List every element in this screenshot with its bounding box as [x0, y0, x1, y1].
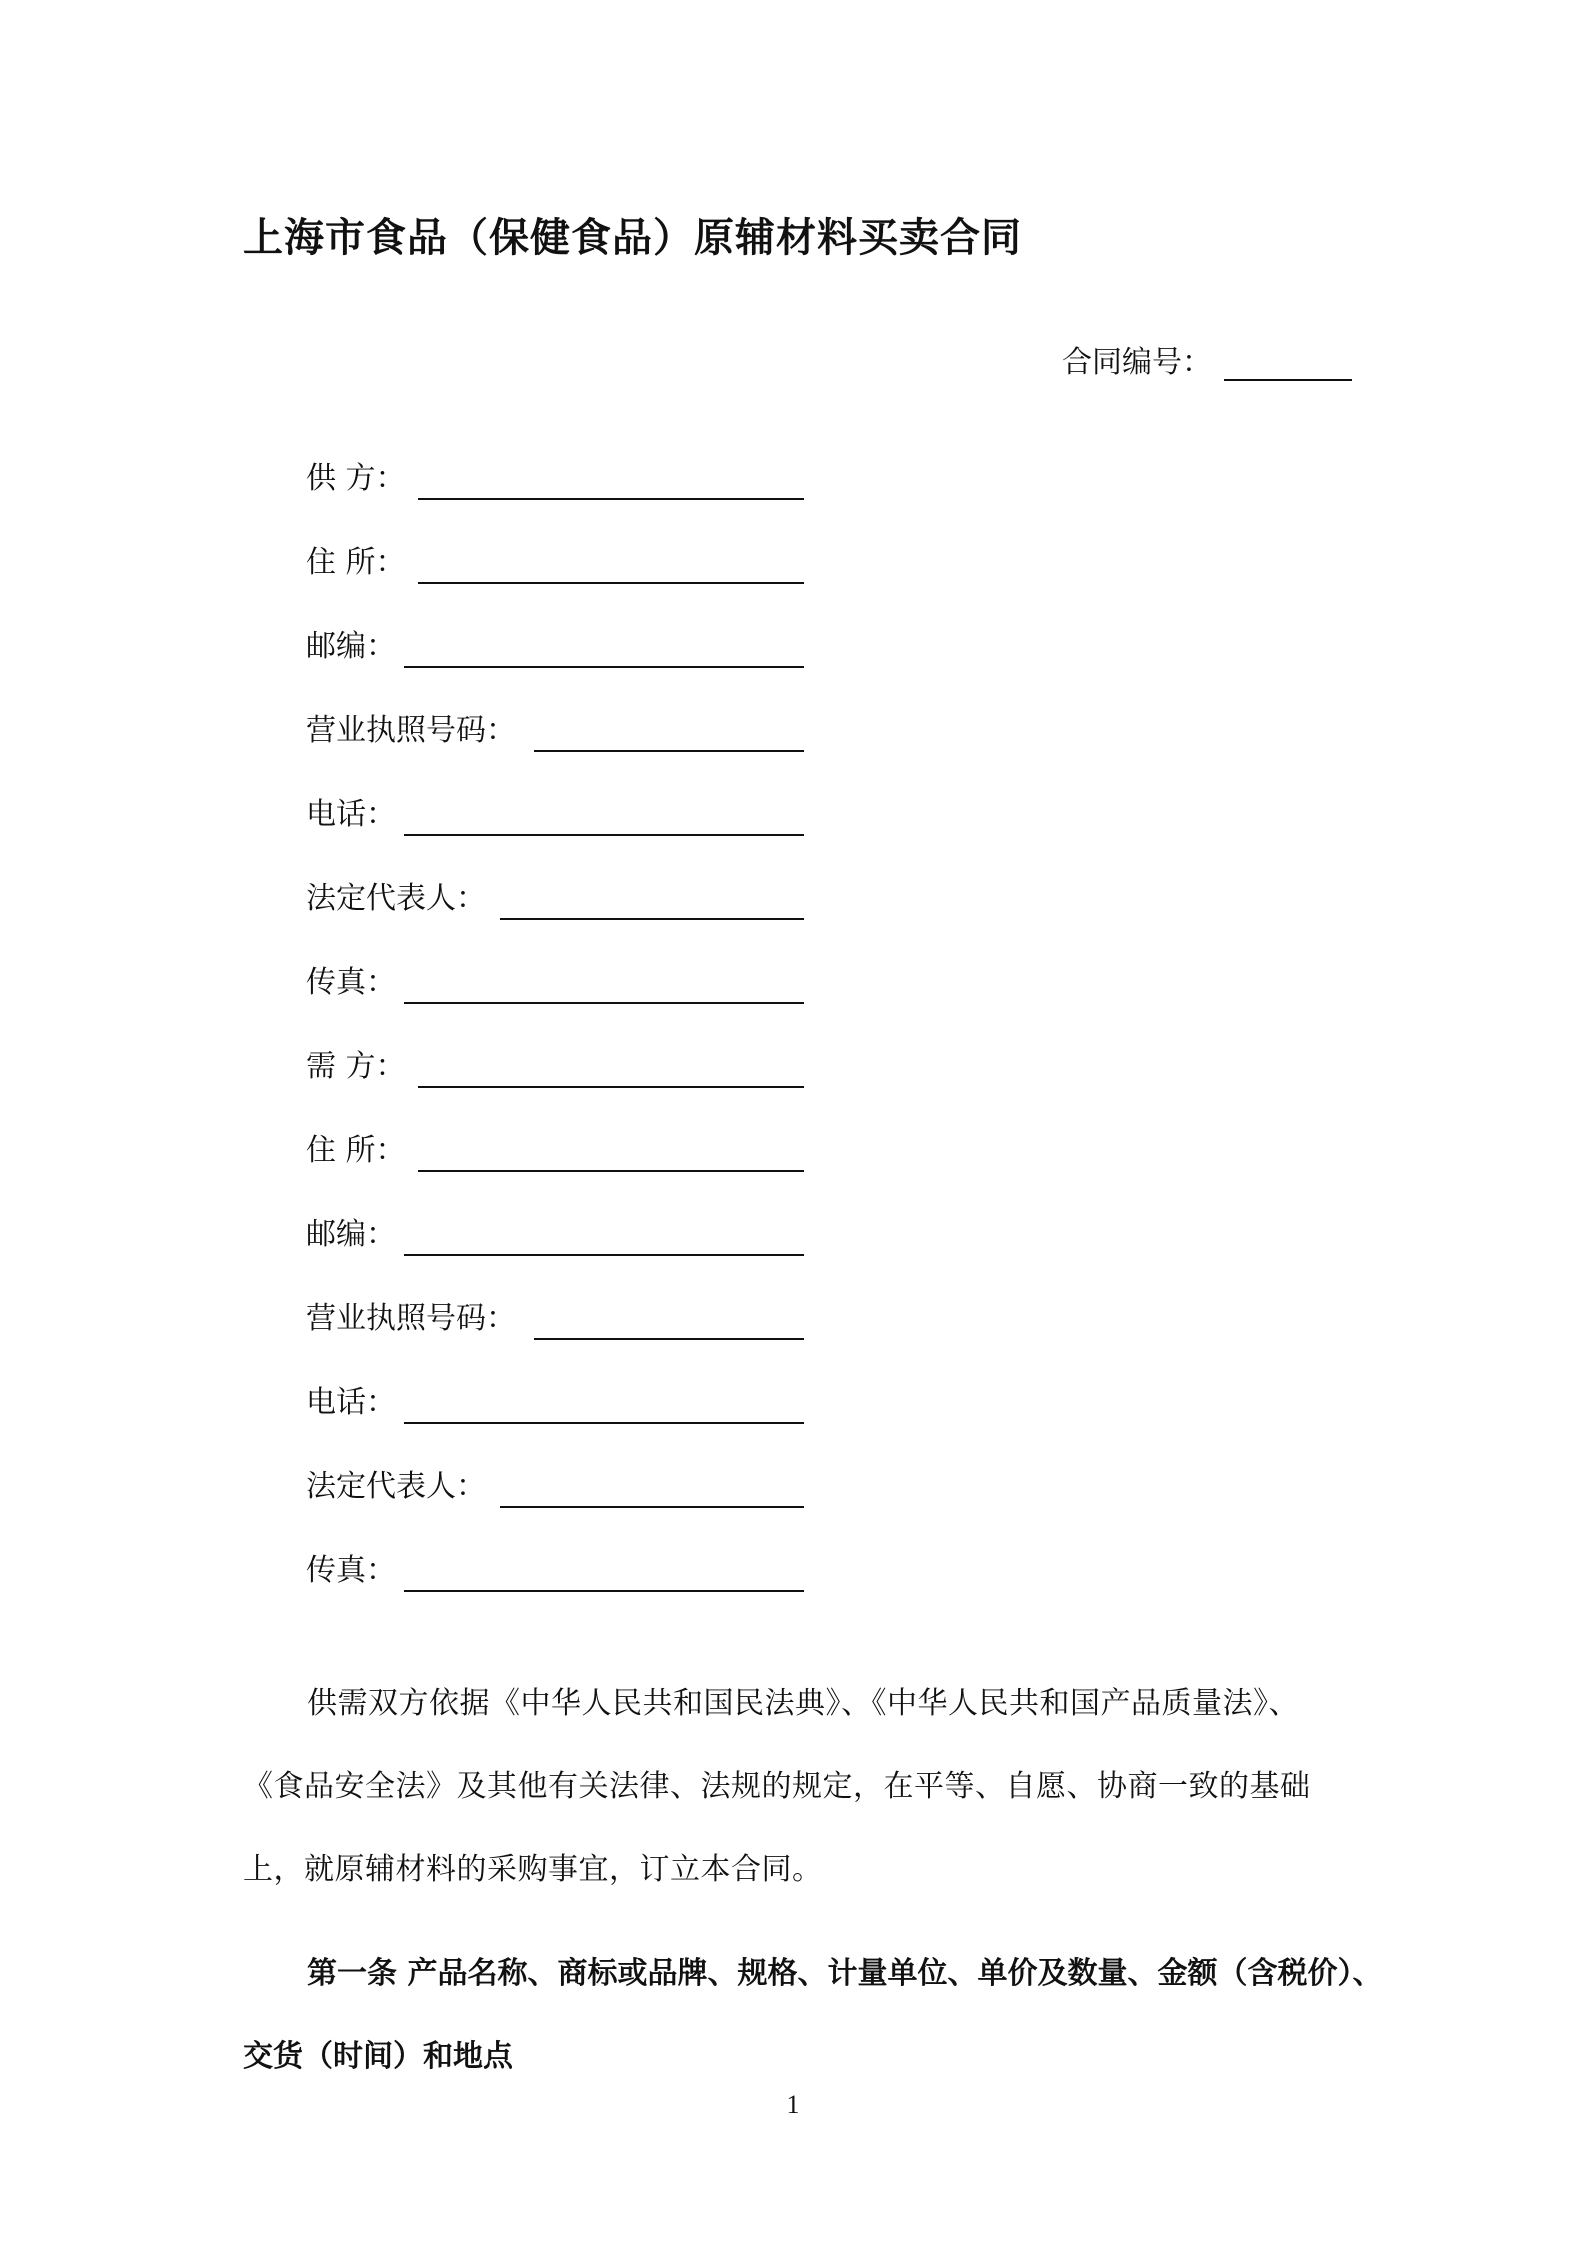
page-number: 1 [786, 2090, 800, 2119]
buyer-postcode-blank[interactable] [404, 1254, 804, 1256]
buyer-license-blank[interactable] [534, 1338, 804, 1340]
field-label: 营业执照号码： [306, 713, 516, 748]
supplier-license-blank[interactable] [534, 750, 804, 752]
field-label: 法定代表人： [306, 881, 486, 916]
supplier-postcode-blank[interactable] [404, 666, 804, 668]
field-label: 传真： [306, 1553, 396, 1588]
field-label: 法定代表人： [306, 1469, 486, 1504]
buyer-name-blank[interactable] [418, 1086, 804, 1088]
contract-number-blank[interactable] [1224, 341, 1352, 381]
preamble-paragraph [243, 1662, 1353, 1911]
field-label: 电话： [306, 797, 396, 832]
supplier-legal-rep-blank[interactable] [500, 918, 804, 920]
field-label: 供 方： [306, 461, 406, 496]
article-line: 交货（时间）和地点 [243, 2039, 513, 2074]
supplier-address-blank[interactable] [418, 582, 804, 584]
field-label: 电话： [306, 1385, 396, 1420]
field-label: 邮编： [306, 1217, 396, 1252]
document-title: 上海市食品（保健食品）原辅材料买卖合同 [243, 215, 1022, 261]
field-label: 需 方： [306, 1049, 406, 1084]
contract-number-label: 合同编号： [1062, 345, 1212, 380]
buyer-legal-rep-blank[interactable] [500, 1506, 804, 1508]
supplier-phone-blank[interactable] [404, 834, 804, 836]
preamble-line: 《食品安全法》及其他有关法律、法规的规定，在平等、自愿、协商一致的基础 [243, 1769, 1311, 1804]
field-label: 传真： [306, 965, 396, 1000]
field-label: 邮编： [306, 629, 396, 664]
supplier-fax-blank[interactable] [404, 1002, 804, 1004]
buyer-phone-blank[interactable] [404, 1422, 804, 1424]
contract-number [1062, 337, 1352, 381]
field-label: 营业执照号码： [306, 1301, 516, 1336]
supplier-name-blank[interactable] [418, 498, 804, 500]
preamble-line: 供需双方依据《中华人民共和国民法典》、《中华人民共和国产品质量法》、 [307, 1686, 1299, 1721]
field-label: 住 所： [306, 1133, 406, 1168]
buyer-address-blank[interactable] [418, 1170, 804, 1172]
field-label: 住 所： [306, 545, 406, 580]
article-1-heading [243, 1932, 1383, 2098]
preamble-line: 上，就原辅材料的采购事宜，订立本合同。 [243, 1852, 823, 1887]
article-line: 第一条 产品名称、商标或品牌、规格、计量单位、单价及数量、金额（含税价）、 [307, 1956, 1383, 1991]
buyer-fax-blank[interactable] [404, 1590, 804, 1592]
